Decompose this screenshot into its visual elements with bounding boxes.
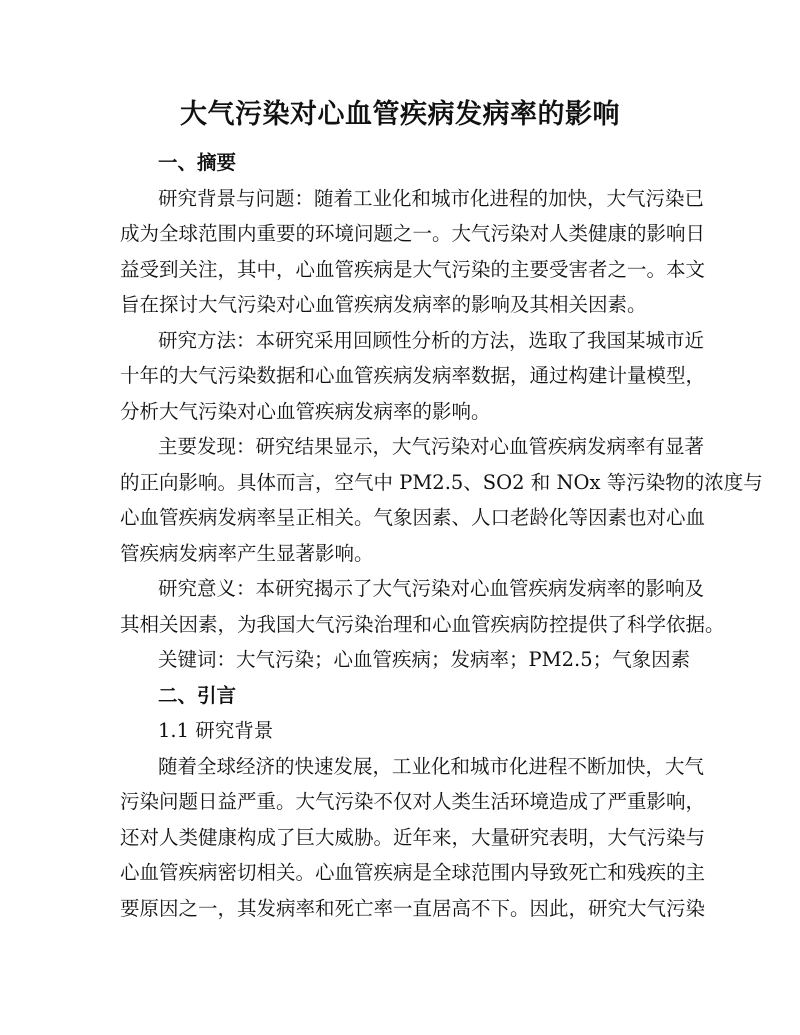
text-line: 心血管疾病密切相关。心血管疾病是全球范围内导致死亡和残疾的主 <box>120 861 706 884</box>
text-line: 益受到关注，其中，心血管疾病是大气污染的主要受害者之一。本文 <box>120 257 706 281</box>
text-line: 管疾病发病率产生显著影响。 <box>120 541 374 565</box>
text-line: 十年的大气污染数据和心血管疾病发病率数据，通过构建计量模型， <box>120 364 706 387</box>
text-line: 旨在探讨大气污染对心血管疾病发病率的影响及其相关因素。 <box>120 293 647 316</box>
text-line: 污染问题日益严重。大气污染不仅对人类生活环境造成了严重影响， <box>120 790 706 813</box>
text-line: 研究背景与问题：随着工业化和城市化进程的加快，大气污染已 <box>158 186 705 210</box>
document-title: 大气污染对心血管疾病发病率的影响 <box>180 99 620 130</box>
text-line: 主要发现：研究结果显示，大气污染对心血管疾病发病率有显著 <box>158 435 705 458</box>
text-line: 其相关因素，为我国大气污染治理和心血管疾病防控提供了科学依据。 <box>120 612 725 636</box>
text-line: 心血管疾病发病率呈正相关。气象因素、人口老龄化等因素也对心血 <box>120 506 706 529</box>
text-line: 分析大气污染对心血管疾病发病率的影响。 <box>120 399 491 423</box>
text-line: 成为全球范围内重要的环境问题之一。大气污染对人类健康的影响日 <box>120 222 706 245</box>
text-line: 关键词：大气污染；心血管疾病；发病率；PM2.5；气象因素 <box>158 648 691 671</box>
text-line: 随着全球经济的快速发展，工业化和城市化进程不断加快，大气 <box>158 754 705 778</box>
section-heading: 一、摘要 <box>158 151 237 174</box>
text-line: 研究意义：本研究揭示了大气污染对心血管疾病发病率的影响及 <box>158 577 705 600</box>
text-line: 还对人类健康构成了巨大威胁。近年来，大量研究表明，大气污染与 <box>120 825 706 849</box>
text-line: 1.1 研究背景 <box>158 719 274 742</box>
document-body <box>120 145 763 926</box>
text-line: 的正向影响。具体而言，空气中 PM2.5、SO2 和 NOx 等污染物的浓度与 <box>120 470 763 494</box>
text-line: 要原因之一，其发病率和死亡率一直居高不下。因此，研究大气污染 <box>120 896 706 920</box>
section-heading: 二、引言 <box>158 683 237 707</box>
text-line: 研究方法：本研究采用回顾性分析的方法，选取了我国某城市近 <box>158 328 705 352</box>
